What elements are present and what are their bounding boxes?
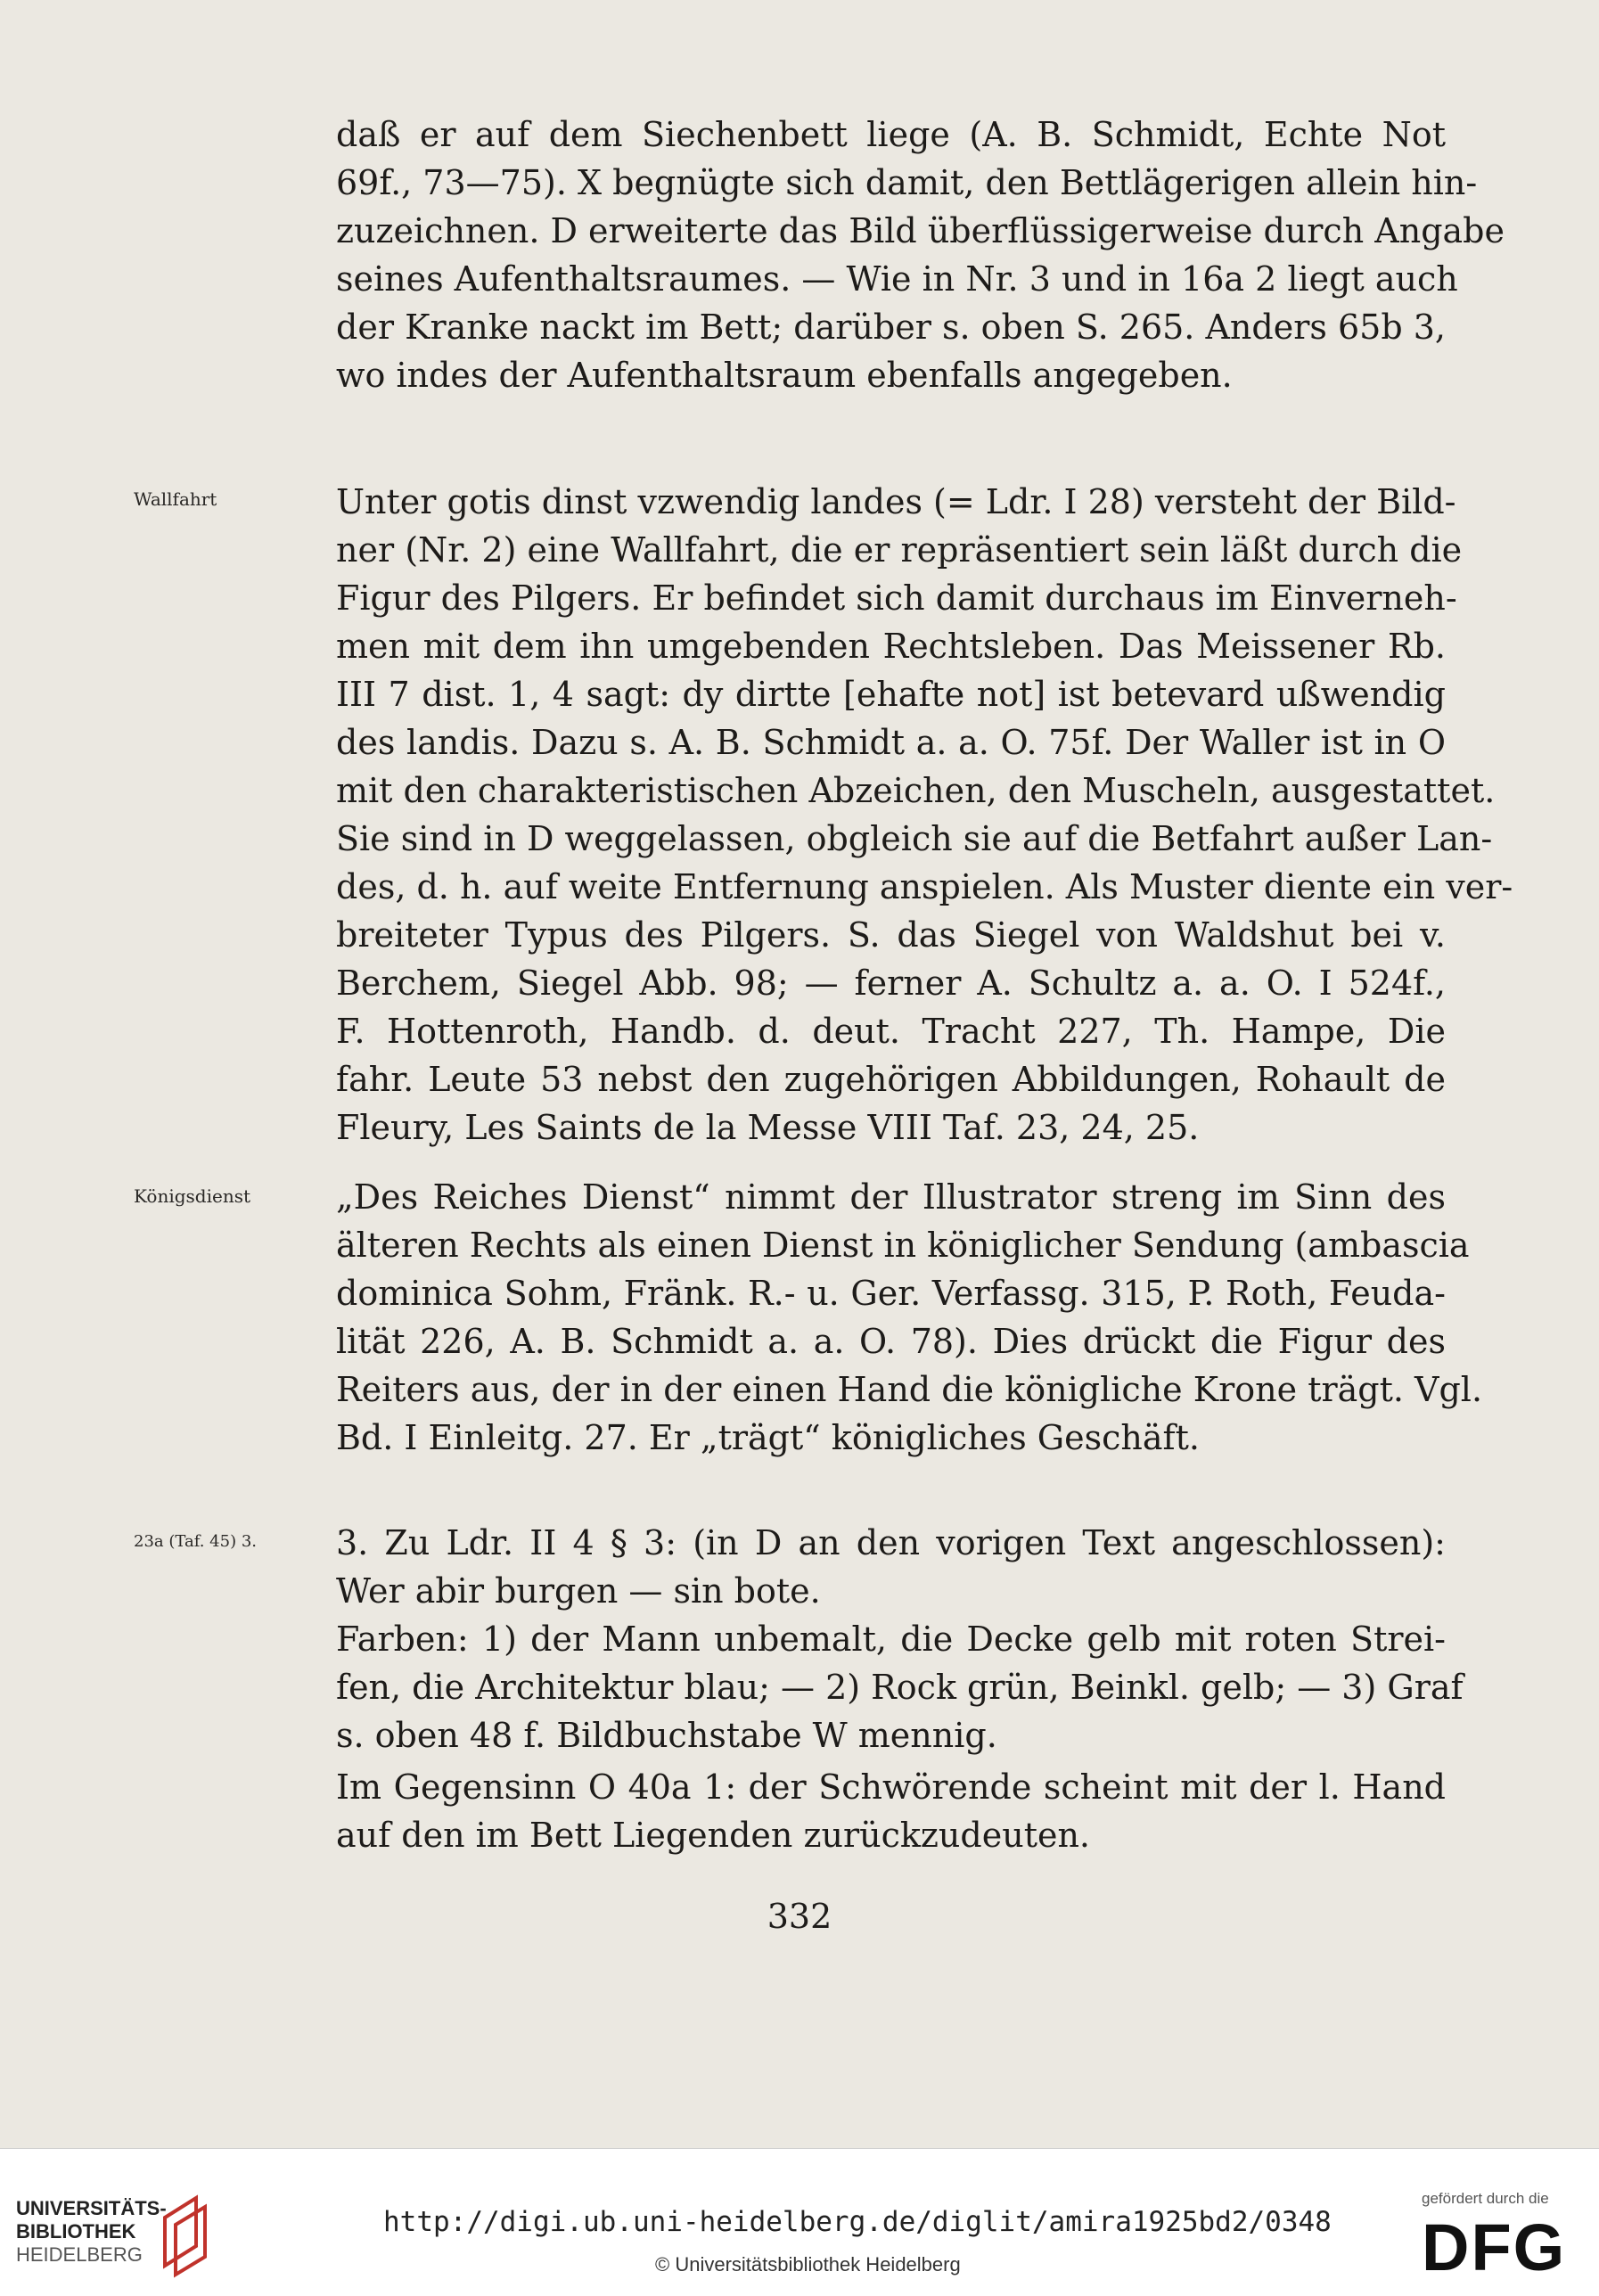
- library-logo-text[interactable]: [16, 2197, 167, 2267]
- text-line: zuzeichnen. D erweiterte das Bild überflüssigerweise durch Angabe: [336, 211, 1505, 250]
- text-line: Farben: 1) der Mann unbemalt, die Decke gelb mit roten Strei-: [336, 1620, 1446, 1659]
- text-line: lität 226, A. B. Schmidt a. a. O. 78). Dies drückt die Figur des: [336, 1322, 1446, 1361]
- margin-note-reference: 23a (Taf. 45) 3.: [134, 1532, 258, 1551]
- text-line: des landis. Dazu s. A. B. Schmidt a. a. O. 75f. Der Waller ist in O: [336, 723, 1446, 762]
- copyright-notice: © Universitätsbibliothek Heidelberg: [655, 2253, 961, 2276]
- page-number: 332: [767, 1897, 832, 1936]
- text-line: Wer abir burgen — sin bote.: [336, 1571, 821, 1611]
- text-line: s. oben 48 f. Bildbuchstabe W mennig.: [336, 1716, 997, 1755]
- text-line: Bd. I Einleitg. 27. Er „trägt“ königliches Geschäft.: [336, 1418, 1200, 1457]
- text-line: mit den charakteristischen Abzeichen, den Muscheln, ausgestattet.: [336, 771, 1496, 810]
- text-line: der Kranke nackt im Bett; darüber s. oben S. 265. Anders 65b 3,: [336, 308, 1446, 347]
- library-name-line: UNIVERSITÄTS-: [16, 2197, 167, 2219]
- text-line: auf den im Bett Liegenden zurückzudeuten.: [336, 1816, 1091, 1855]
- text-line: Unter gotis dinst vzwendig landes (= Ldr. I 28) versteht der Bild-: [336, 482, 1456, 521]
- library-logo-icon: [156, 2191, 218, 2280]
- text-line: Berchem, Siegel Abb. 98; — ferner A. Schultz a. a. O. I 524f.,: [336, 964, 1446, 1003]
- text-line: Figur des Pilgers. Er befindet sich damit durchaus im Einverneh-: [336, 578, 1457, 618]
- text-line: des, d. h. auf weite Entfernung anspielen. Als Muster diente ein ver-: [336, 867, 1513, 906]
- margin-note-koenigsdienst: Königsdienst: [134, 1185, 251, 1207]
- dfg-logo[interactable]: DFG: [1422, 2210, 1567, 2284]
- text-line: III 7 dist. 1, 4 sagt: dy dirtte [ehafte not] ist betevard ußwendig: [336, 675, 1446, 714]
- text-line: dominica Sohm, Fränk. R.- u. Ger. Verfassg. 315, P. Roth, Feuda-: [336, 1274, 1446, 1313]
- text-line: ner (Nr. 2) eine Wallfahrt, die er repräsentiert sein läßt durch die: [336, 530, 1463, 570]
- text-line: Reiters aus, der in der einen Hand die königliche Krone trägt. Vgl.: [336, 1370, 1483, 1409]
- text-line: fen, die Architektur blau; — 2) Rock grün, Beinkl. gelb; — 3) Graf: [336, 1668, 1464, 1707]
- text-line: daß er auf dem Siechenbett liege (A. B. Schmidt, Echte Not: [336, 115, 1446, 154]
- funding-label: gefördert durch die: [1422, 2190, 1549, 2207]
- text-line: breiteter Typus des Pilgers. S. das Siegel von Waldshut bei v.: [336, 915, 1446, 955]
- text-line: men mit dem ihn umgebenden Rechtsleben. Das Meissener Rb.: [336, 627, 1446, 666]
- text-line: F. Hottenroth, Handb. d. deut. Tracht 227, Th. Hampe, Die: [336, 1012, 1446, 1051]
- text-line: Im Gegensinn O 40a 1: der Schwörende scheint mit der l. Hand: [336, 1767, 1446, 1807]
- library-name-line: HEIDELBERG: [16, 2243, 143, 2266]
- text-line: 69f., 73—75). X begnügte sich damit, den Bettlägerigen allein hin-: [336, 163, 1478, 202]
- text-line: Sie sind in D weggelassen, obgleich sie auf die Betfahrt außer Lan-: [336, 819, 1493, 858]
- permalink-url[interactable]: http://digi.ub.uni-heidelberg.de/diglit/amira1925bd2/0348: [383, 2206, 1332, 2238]
- text-line: „Des Reiches Dienst“ nimmt der Illustrator streng im Sinn des: [336, 1177, 1446, 1217]
- text-line: Fleury, Les Saints de la Messe VIII Taf. 23, 24, 25.: [336, 1108, 1200, 1147]
- text-line: fahr. Leute 53 nebst den zugehörigen Abbildungen, Rohault de: [336, 1060, 1446, 1099]
- text-line: älteren Rechts als einen Dienst in königlicher Sendung (ambascia: [336, 1226, 1470, 1265]
- text-line: 3. Zu Ldr. II 4 § 3: (in D an den vorigen Text angeschlossen):: [336, 1523, 1446, 1562]
- margin-note-wallfahrt: Wallfahrt: [134, 488, 217, 510]
- text-line: wo indes der Aufenthaltsraum ebenfalls angegeben.: [336, 356, 1233, 395]
- library-name-line: BIBLIOTHEK: [16, 2220, 136, 2243]
- text-line: seines Aufenthaltsraumes. — Wie in Nr. 3 und in 16a 2 liegt auch: [336, 259, 1458, 299]
